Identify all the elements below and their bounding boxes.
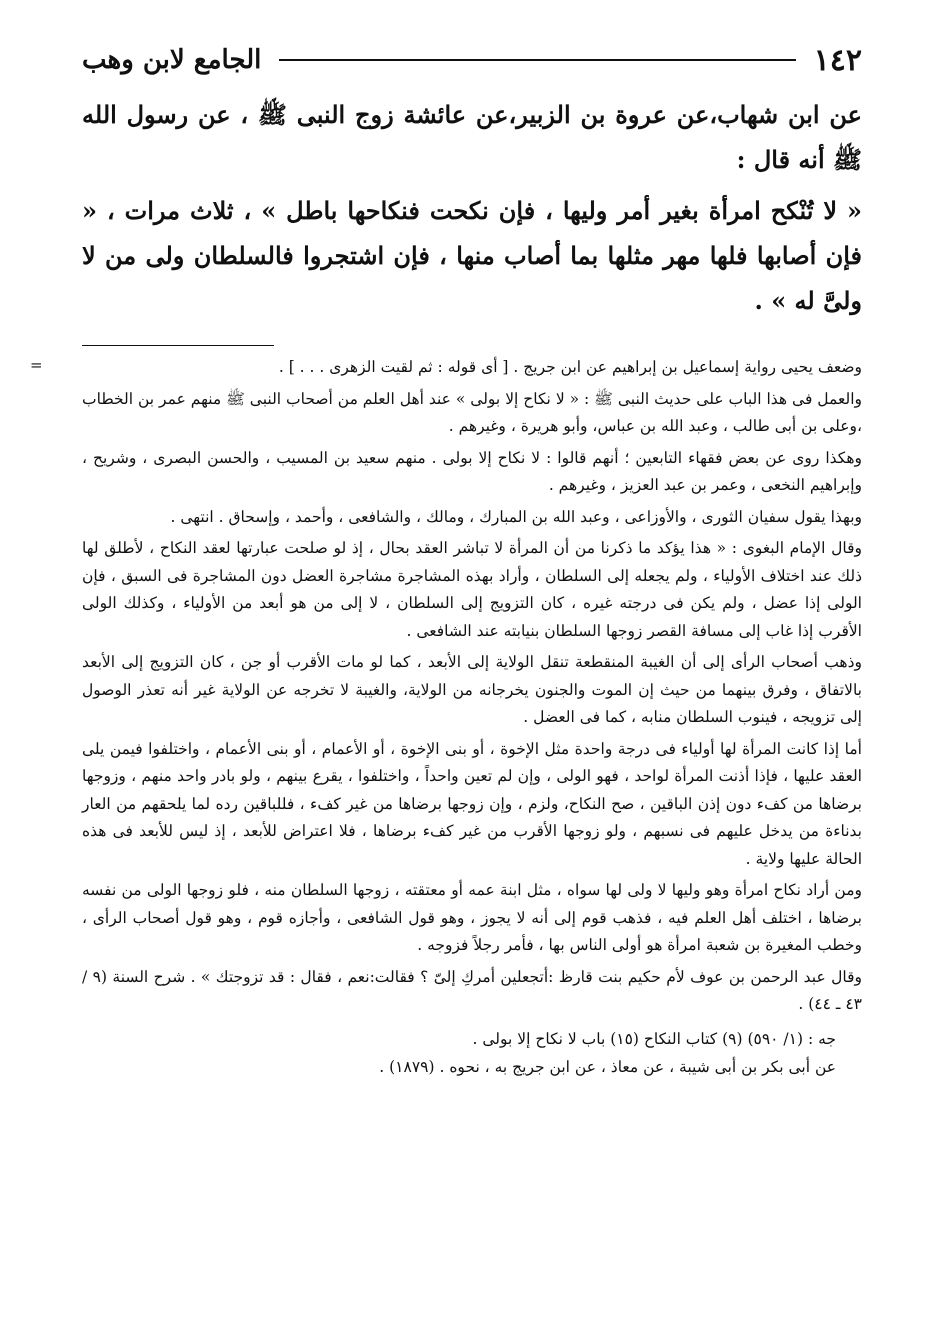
running-header xyxy=(82,38,862,82)
references xyxy=(82,1025,862,1081)
footnote-continuation-marker: = xyxy=(30,356,43,374)
hadith-matn: « لا تُنْكح امرأة بغير أمر وليها ، فإن نكحت فنكاحها باطل » ، ثلاث مرات ، « فإن أصابها فلها مهر مثلها بما أصاب منها ، فإن اشتجروا فالسلطان ولى من لا ولىَّ له » . xyxy=(82,196,862,315)
footnote-paragraph: أما إذا كانت المرأة لها أولياء فى درجة واحدة مثل الإخوة ، أو بنى الإخوة ، أو الأعمام ، أو بنى الأعمام ، واختلفوا فيمن يلى العقد عليها ، فإذا أذنت المرأة لواحد ، فهو الولى ، وإن لم تعين واحداً ، واختلفوا ، يقرع بينهم ، ولو بادر واحد منهم ، وزوجها برضاها من كفء دون إذن الباقين ، صح النكاح، ولزم ، وإن زوجها برضاها من غير كفء ، فللباقين رده لما يلحقهم من العار بدناءة من يدخل عليهم فى نسبهم ، ولو زوجها الأقرب من غير كفء برضاها ، فلا اعتراض للأبعد ، إذ ليس للأبعد فى هذه الحالة عليها ولاية . xyxy=(82,739,862,868)
page xyxy=(30,38,862,1081)
book-title: الجامع لابن وهب xyxy=(82,45,262,75)
footnote-paragraph: وذهب أصحاب الرأى إلى أن الغيبة المنقطعة تنقل الولاية إلى الأبعد ، كما لو مات الأقرب أو جن ، كان التزويج إلى الأبعد بالاتفاق ، وفرق بينهما من حيث إن الموت والجنون يخرجانه من الولاية، والغيبة لا تخرجه عن الولاية غير أنه تعذر الوصول إلى تزويجه ، فينوب السلطان منابه ، كما فى العضل . xyxy=(82,653,862,726)
reference-line: عن أبى بكر بن أبى شيبة ، عن معاذ ، عن ابن جريج به ، نحوه . (١٨٧٩) . xyxy=(379,1057,836,1076)
footnote-paragraph: ومن أراد نكاح امرأة وهو وليها لا ولى لها سواه ، مثل ابنة عمه أو معتقته ، زوجها السلطان منه ، فلو زوجها الولى من نفسه برضاها ، اختلف أهل العلم فيه ، فذهب قوم إلى أنه لا يجوز ، وهو قول الشافعى ، وأجازه قوم ، وهو قول أصحاب الرأى ، وخطب المغيرة بن شعبة امرأة هو أولى الناس بها ، فأمر رجلاً فزوجه . xyxy=(82,881,862,954)
page-number: ١٤٢ xyxy=(813,42,862,78)
main-text xyxy=(82,92,862,323)
footnote-separator xyxy=(82,345,274,346)
footnote-paragraph: وضعف يحيى رواية إسماعيل بن إبراهيم عن ابن جريج . [ أى قوله : ثم لقيت الزهرى . . . ] . xyxy=(278,358,862,376)
footnote-paragraph: وقال عبد الرحمن بن عوف لأم حكيم بنت قارظ :أتجعلين أمركِ إلىّ ؟ فقالت:نعم ، فقال : قد تزوجتك » . شرح السنة (٩ / ٤٣ ـ ٤٤) . xyxy=(82,967,862,1013)
header-rule xyxy=(279,59,795,61)
footnote-paragraph: وبهذا يقول سفيان الثورى ، والأوزاعى ، وعبد الله بن المبارك ، ومالك ، والشافعى ، وأحمد ، وإسحاق . انتهى . xyxy=(170,507,862,526)
footnote-paragraph: وقال الإمام البغوى : « هذا يؤكد ما ذكرنا من أن المرأة لا تباشر العقد بحال ، إذ لو صلحت عبارتها لعقد النكاح ، لأطلق لها ذلك عند اختلاف الأولياء ، ولم يجعله إلى السلطان ، وأراد بهذه المشاجرة مشاجرة العضل دون المشاجرة فى السبق ، فإن الولى إذا عضل ، ولم يكن فى درجته غيره ، كان التزويج إلى السلطان ، لا إلى من هو أبعد من الأولياء ، وكذلك الولى الأقرب إذا غاب إلى مسافة القصر زوجها السلطان بنيابته عند الشافعى . xyxy=(82,539,862,640)
reference-line: جه : (١/ ٥٩٠) (٩) كتاب النكاح (١٥) باب لا نكاح إلا بولى . xyxy=(472,1029,836,1048)
hadith-isnad: عن ابن شهاب،عن عروة بن الزبير،عن عائشة زوج النبى ﷺ ، عن رسول الله ﷺ أنه قال : xyxy=(82,100,862,174)
footnote-paragraph: والعمل فى هذا الباب على حديث النبى ﷺ : « لا نكاح إلا بولى » عند أهل العلم من أصحاب النبى ﷺ منهم عمر بن الخطاب ،وعلى بن أبى طالب ، وعبد الله بن عباس، وأبو هريرة ، وغيرهم . xyxy=(82,389,862,435)
footnote-paragraph: وهكذا روى عن بعض فقهاء التابعين ؛ أنهم قالوا : لا نكاح إلا بولى . منهم سعيد بن المسيب ، والحسن البصرى ، وشريح ، وإبراهيم النخعى ، وعمر بن عبد العزيز ، وغيرهم . xyxy=(82,448,862,494)
footnotes xyxy=(30,354,862,1019)
